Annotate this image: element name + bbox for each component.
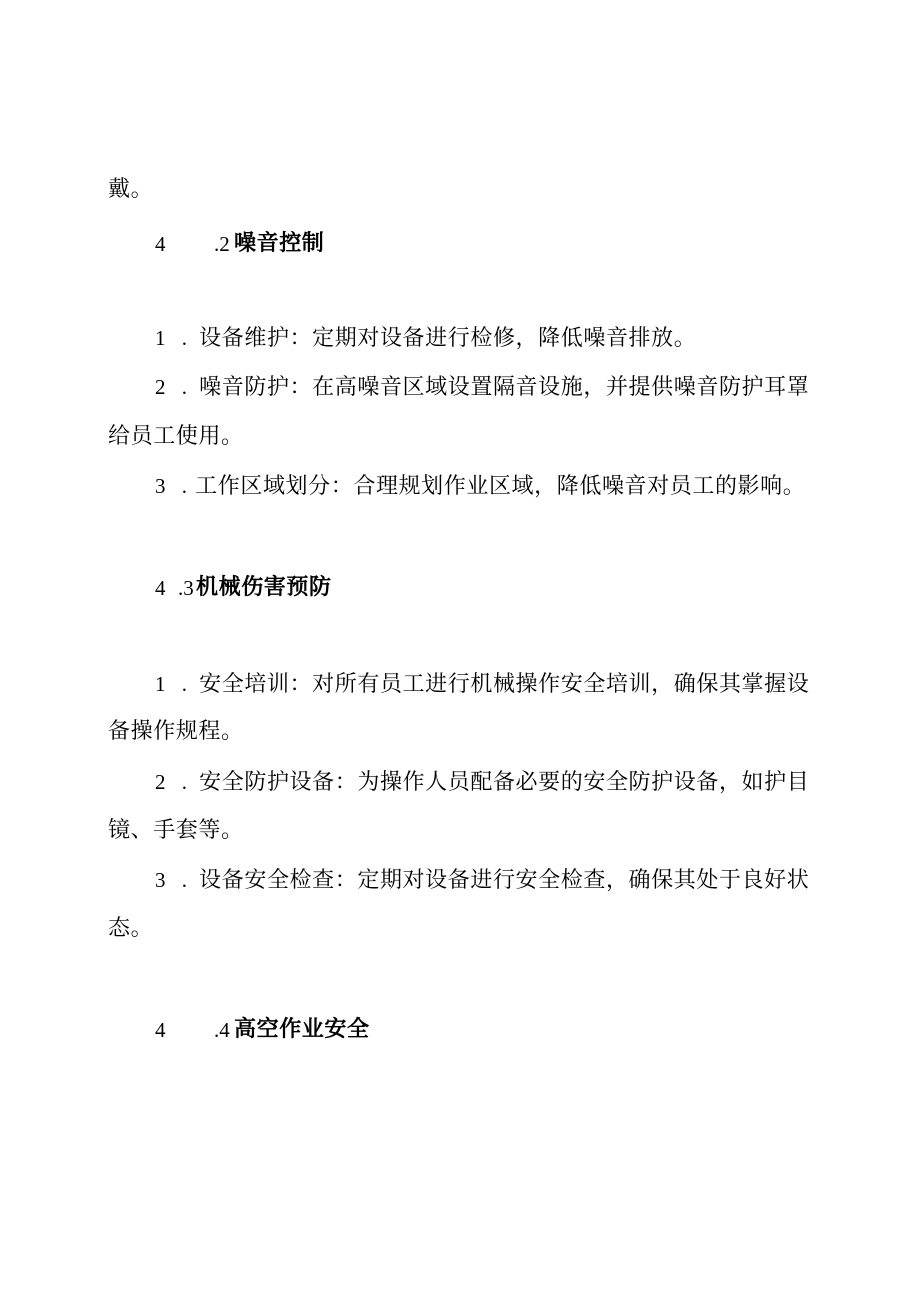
section-sub-number: .3 — [178, 576, 194, 600]
item-text-continuation: 给员工使用。 — [108, 424, 244, 449]
item-text: 设备维护：定期对设备进行检修，降低噪音排放。 — [199, 326, 697, 351]
section-sub-number: .4 — [214, 1018, 230, 1042]
item-text: 安全防护设备：为操作人员配备必要的安全防护设备，如护目 — [199, 770, 810, 795]
item-text: 工作区域划分：合理规划作业区域，降低噪音对员工的影响。 — [195, 474, 806, 499]
list-item — [155, 670, 809, 699]
list-item — [155, 472, 805, 501]
item-text-continuation: 备操作规程。 — [108, 719, 244, 744]
section-title: 噪音控制 — [234, 231, 325, 256]
section-title: 高空作业安全 — [234, 1017, 370, 1042]
item-text: 噪音防护：在高噪音区域设置隔音设施，并提供噪音防护耳罩 — [199, 375, 810, 400]
continuation-text: 戴。 — [108, 177, 154, 202]
item-number: 3 — [155, 868, 167, 892]
item-number: 2 — [155, 375, 167, 399]
section-chapter-number: 4 — [155, 1018, 166, 1042]
item-separator: . — [181, 326, 188, 350]
section-title: 机械伤害预防 — [196, 575, 332, 600]
item-separator: . — [181, 672, 188, 696]
section-chapter-number: 4 — [155, 576, 166, 600]
item-number: 2 — [155, 770, 167, 794]
item-text-continuation: 镜、手套等。 — [108, 818, 244, 843]
section-chapter-number: 4 — [155, 232, 166, 256]
list-item — [155, 324, 696, 353]
item-number: 1 — [155, 672, 167, 696]
list-item — [155, 373, 809, 402]
item-text-continuation: 态。 — [108, 916, 154, 941]
item-text: 安全培训：对所有员工进行机械操作安全培训，确保其掌握设 — [199, 672, 810, 697]
item-text: 设备安全检查：定期对设备进行安全检查，确保其处于良好状 — [199, 868, 810, 893]
item-number: 3 — [155, 474, 167, 498]
item-number: 1 — [155, 326, 167, 350]
list-item — [155, 768, 809, 797]
item-separator: . — [181, 770, 188, 794]
item-separator: . — [181, 474, 188, 498]
list-item — [155, 866, 809, 895]
item-separator: . — [181, 375, 188, 399]
item-separator: . — [181, 868, 188, 892]
section-sub-number: .2 — [214, 232, 230, 256]
